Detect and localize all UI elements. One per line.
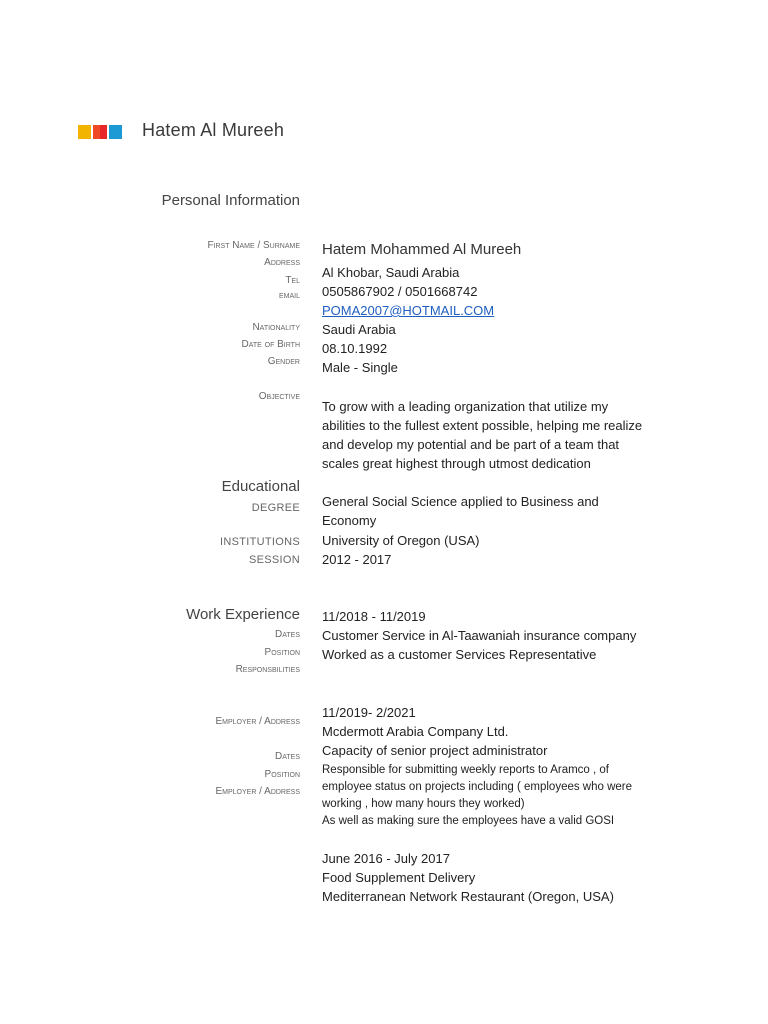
label-work-dates: Dates xyxy=(275,629,300,640)
value-address: Al Khobar, Saudi Arabia xyxy=(322,265,460,280)
label-work-employer-2: Employer / Address xyxy=(215,786,300,797)
value-dob: 08.10.1992 xyxy=(322,341,388,356)
value-full-name: Hatem Mohammed Al Mureeh xyxy=(322,241,522,258)
label-degree: DEGREE xyxy=(251,502,300,514)
label-email: email xyxy=(278,290,300,301)
section-title-educational: Educational xyxy=(221,478,300,495)
value-tel: 0505867902 / 0501668742 xyxy=(322,284,478,299)
job-3-dates: June 2016 - July 2017 xyxy=(322,851,450,866)
job-2-line1: Mcdermott Arabia Company Ltd. xyxy=(322,724,509,739)
value-degree: General Social Science applied to Business and Economy xyxy=(322,494,599,528)
label-work-dates-2: Dates xyxy=(275,751,300,762)
value-session: 2012 - 2017 xyxy=(322,552,392,567)
label-address: Address xyxy=(264,257,300,268)
label-gender: Gender xyxy=(267,356,300,367)
label-institutions: INSTITUTIONS xyxy=(220,536,300,548)
label-work-employer: Employer / Address xyxy=(215,716,300,727)
job-2-details-2: As well as making sure the employees have a valid GOSI xyxy=(322,815,615,827)
label-full-name: First Name / Surname xyxy=(207,240,300,251)
job-2-dates: 11/2019- 2/2021 xyxy=(322,705,416,720)
job-3-line1: Food Supplement Delivery xyxy=(322,870,476,885)
job-2-details: Responsible for submitting weekly reports to Aramco , of employee status on projects including ( employees who were working , how many hours they worked) xyxy=(322,764,633,810)
logo-square-yellow xyxy=(78,125,91,139)
section-title-work: Work Experience xyxy=(186,606,300,623)
value-institution: University of Oregon (USA) xyxy=(322,533,480,548)
cv-name-title: Hatem Al Mureeh xyxy=(142,120,285,140)
value-gender: Male - Single xyxy=(322,360,398,375)
value-objective: To grow with a leading organization that utilize my abilities to the fullest extent possible, helping me realize and develop my potential and be part of a team that scales great highest through utmost dedication xyxy=(322,399,643,471)
label-objective: Objective xyxy=(258,391,300,402)
label-dob: Date of Birth xyxy=(241,339,300,350)
job-2-line2: Capacity of senior project administrator xyxy=(322,743,548,758)
label-work-position: Position xyxy=(264,647,300,658)
job-1-dates: 11/2018 - 11/2019 xyxy=(322,609,426,624)
label-nationality: Nationality xyxy=(252,322,300,333)
value-nationality: Saudi Arabia xyxy=(322,322,396,337)
label-work-responsibilities: Responsbilities xyxy=(235,664,300,675)
job-3-line2: Mediterranean Network Restaurant (Oregon, USA) xyxy=(322,889,614,904)
label-work-position-2: Position xyxy=(264,769,300,780)
job-1-line1: Customer Service in Al-Taawaniah insurance company xyxy=(322,628,637,643)
logo-square-blue xyxy=(109,125,122,139)
logo-square-red xyxy=(100,125,107,139)
job-1-line2: Worked as a customer Services Representative xyxy=(322,647,597,662)
label-tel: Tel xyxy=(285,275,300,286)
section-title-personal: Personal Information xyxy=(161,192,300,209)
label-session: SESSION xyxy=(248,554,300,566)
value-email-link[interactable]: POMA2007@HOTMAIL.COM xyxy=(322,303,495,318)
